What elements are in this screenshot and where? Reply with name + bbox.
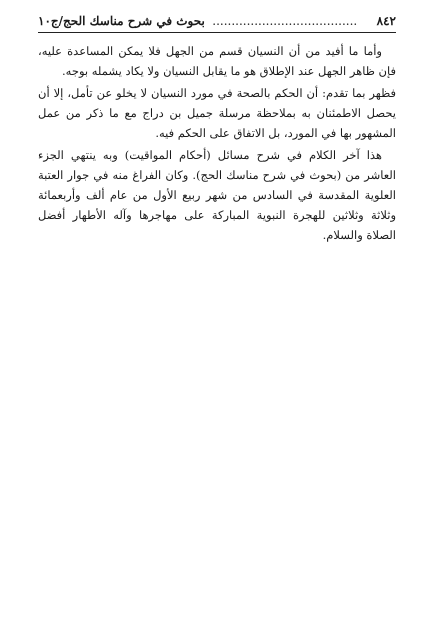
page-number: ٨٤٢ xyxy=(376,14,396,28)
paragraph-forgetfulness: وأما ما أفيد من أن النسيان قسم من الجهل فلا يمكن المساعدة عليه، فإن ظاهر الجهل عند الإطلاق هو ما يقابل النسيان ولا يكاد يشمله بوجه. xyxy=(38,44,396,78)
document-page xyxy=(38,12,396,632)
running-header xyxy=(38,12,396,30)
header-rule xyxy=(38,32,396,33)
paragraph-conclusion: فظهر بما تقدم: أن الحكم بالصحة في مورد النسيان لا يخلو عن تأمل، إلا أن يحصل الاطمئنان به بملاحظة مرسلة جميل بن دراج مع ما ذكر من عمل المشهور بها في المورد، بل الاتفاق على الحكم فيه. xyxy=(38,86,396,140)
header-dot-leader: ...................................... xyxy=(212,14,358,28)
paragraph-colophon: هذا آخر الكلام في شرح مسائل (أحكام المواقيت) وبه ينتهي الجزء العاشر من (بحوث في شرح مناسك الحج). وكان الفراغ منه في جوار العتبة العلوية المقدسة في السادس من شهر ربيع الأول من عام ألف وأربعمائة وثلاثة وثلاثين للهجرة النبوية المباركة على مهاجرها وآله الأطهار أفضل الصلاة والسلام. xyxy=(38,148,396,242)
running-title: بحوث في شرح مناسك الحج/ج١٠ xyxy=(38,14,205,28)
